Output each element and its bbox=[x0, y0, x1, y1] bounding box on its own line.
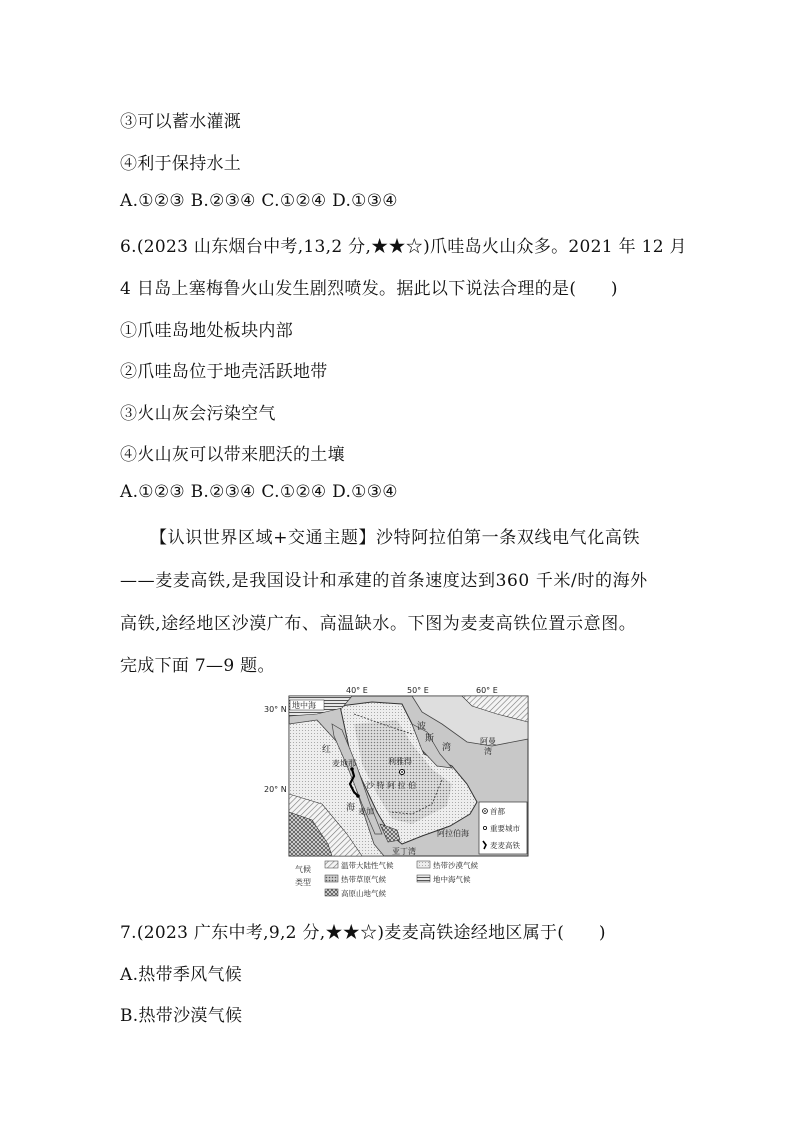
legend-railway: 麦麦高铁 bbox=[490, 841, 520, 850]
question-6-stem-line-2: 4 日岛上塞梅鲁火山发生剧烈喷发。据此以下说法合理的是( ) bbox=[120, 279, 618, 299]
legend-capital: 首都 bbox=[490, 807, 505, 816]
question-6-choices: A.①②③ B.②③④ C.①②④ D.①③④ bbox=[120, 482, 398, 502]
question-6-item-3: ③火山灰会污染空气 bbox=[120, 404, 276, 424]
question-6-item-1: ①爪哇岛地处板块内部 bbox=[120, 321, 293, 341]
question-6-item-2: ②爪哇岛位于地壳活跃地带 bbox=[120, 362, 328, 382]
label-saudi: 沙 特 阿 拉 伯 bbox=[366, 781, 417, 790]
label-red-sea-2: 海 bbox=[346, 803, 356, 813]
label-mecca: 麦加 bbox=[358, 807, 374, 816]
lon-label-60: 60° E bbox=[476, 686, 498, 695]
passage-line-1: 【认识世界区域+交通主题】沙特阿拉伯第一条双线电气化高铁 bbox=[150, 528, 641, 548]
lat-label-20: 20° N bbox=[264, 785, 287, 794]
climate-item-3: 热带草原气候 bbox=[341, 875, 386, 884]
climate-item-1: 温带大陆性气候 bbox=[341, 861, 394, 870]
question-7-stem: 7.(2023 广东中考,9,2 分,★★☆)麦麦高铁途经地区属于( ) bbox=[120, 923, 606, 943]
map-legend-box bbox=[479, 802, 527, 854]
question-7-option-b: B.热带沙漠气候 bbox=[120, 1006, 243, 1026]
label-persian-3: 湾 bbox=[442, 743, 452, 753]
question-7-option-a: A.热带季风气候 bbox=[120, 965, 243, 985]
label-mediterranean: 地中海 bbox=[292, 701, 316, 710]
mecca-marker bbox=[356, 794, 360, 798]
climate-title-1: 气候 bbox=[295, 865, 311, 874]
question-6-item-4: ④火山灰可以带来肥沃的土壤 bbox=[120, 445, 345, 465]
option-item-4: ④利于保持水土 bbox=[120, 154, 242, 174]
passage-line-2: ——麦麦高铁,是我国设计和承建的首条速度达到360 千米/时的海外 bbox=[120, 571, 648, 591]
climate-item-2: 热带沙漠气候 bbox=[433, 861, 478, 870]
lat-label-30: 30° N bbox=[264, 705, 287, 714]
railway-location-map bbox=[262, 684, 537, 904]
label-red-sea-1: 红 bbox=[322, 745, 332, 755]
choice-line: A.①②③ B.②③④ C.①②④ D.①③④ bbox=[120, 191, 398, 211]
label-riyadh: 利雅得 bbox=[388, 757, 412, 766]
passage-line-3: 高铁,途经地区沙漠广布、高温缺水。下图为麦麦高铁位置示意图。 bbox=[120, 614, 637, 634]
label-oman-1: 阿曼 bbox=[480, 737, 496, 746]
lon-label-40: 40° E bbox=[346, 686, 368, 695]
label-persian-2: 斯 bbox=[425, 734, 435, 744]
option-item-3: ③可以蓄水灌溉 bbox=[120, 112, 242, 132]
label-persian-1: 波 bbox=[417, 722, 427, 732]
label-oman-2: 湾 bbox=[484, 747, 492, 756]
climate-legend bbox=[295, 860, 478, 898]
label-medina: 麦地那 bbox=[332, 759, 356, 768]
climate-item-4: 地中海气候 bbox=[433, 875, 471, 884]
lon-label-50: 50° E bbox=[407, 686, 429, 695]
climate-title-2: 类型 bbox=[295, 878, 311, 887]
question-6-stem-line-1: 6.(2023 山东烟台中考,13,2 分,★★☆)爪哇岛火山众多。2021 年 12 月 bbox=[120, 237, 687, 257]
climate-item-5: 高原山地气候 bbox=[341, 889, 386, 898]
label-aden: 亚丁湾 bbox=[392, 847, 416, 856]
legend-city: 重要城市 bbox=[490, 824, 520, 833]
label-arabian-sea: 阿拉伯海 bbox=[437, 829, 469, 838]
passage-line-4: 完成下面 7—9 题。 bbox=[120, 656, 275, 676]
